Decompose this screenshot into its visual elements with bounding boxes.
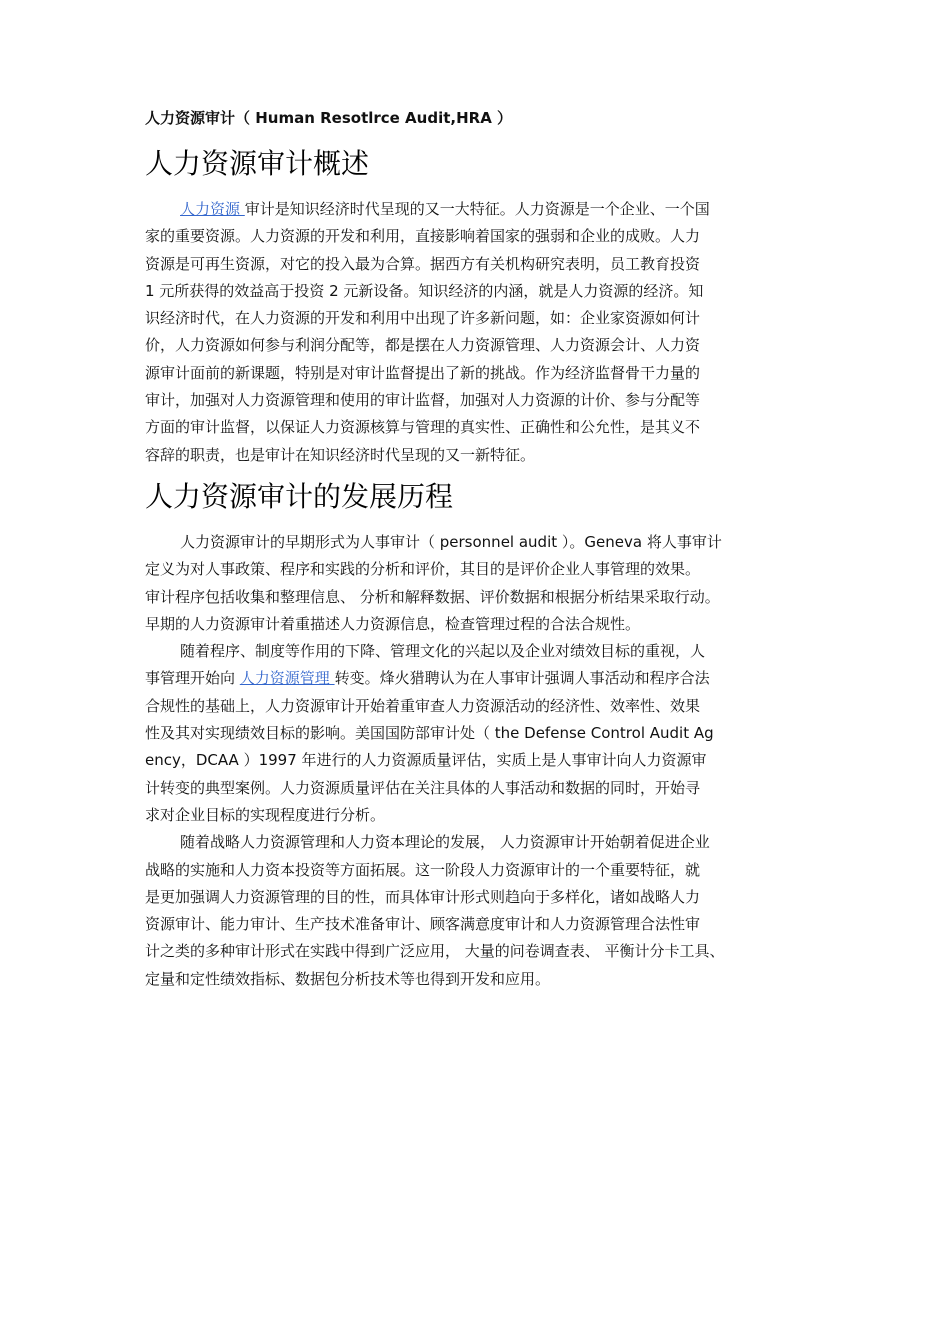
paragraph-line: 审计，加强对人力资源管理和使用的审计监督，加强对人力资源的计价、参与分配等 [145,391,701,410]
history-paragraph-3 [145,829,825,993]
section-heading-history: 人力资源审计的发展历程 [145,479,454,513]
line-text: 转变。烽火猎聘认为在人事审计强调人事活动和程序合法 [334,669,710,688]
paragraph-line: 定义为对人事政策、程序和实践的分析和评价，其目的是评价企业人事管理的效果。 [145,560,701,579]
history-paragraph-2 [145,638,825,829]
paragraph-line: 价，人力资源如何参与利润分配等，都是摆在人力资源管理、人力资源会计、人力资 [145,336,701,355]
paragraph-line: 源审计面前的新课题，特别是对审计监督提出了新的挑战。作为经济监督骨干力量的 [145,363,701,382]
paragraph-line: 合规性的基础上，人力资源审计开始着重审查人力资源活动的经济性、效率性、效果 [145,696,701,715]
section-heading-overview: 人力资源审计概述 [145,147,370,180]
paragraph-line: 战略的实施和人力资本投资等方面拓展。这一阶段人力资源审计的一个重要特征，就 [145,860,701,879]
paragraph-line: 计转变的典型案例。人力资源质量评估在关注具体的人事活动和数据的同时，开始寻 [145,778,701,797]
line-text: 事管理开始向 [145,669,240,688]
paragraph-line: 早期的人力资源审计着重描述人力资源信息，检查管理过程的合法合规性。 [145,614,641,633]
paragraph-line: 是更加强调人力资源管理的目的性，而具体审计形式则趋向于多样化，诸如战略人力 [145,887,701,906]
paragraph-line: 识经济时代，在人力资源的开发和利用中出现了许多新问题，如：企业家资源如何计 [145,309,701,328]
line-text: 审计是知识经济时代呈现的又一大特征。人力资源是一个企业、一个国 [244,200,710,218]
paragraph-line: 计之类的多种审计形式在实践中得到广泛应用， 大量的问卷调查表、 平衡计分卡工具、 [145,942,725,961]
paragraph-line: 人力资源审计的早期形式为人事审计（ personnel audit ）。Geneva 将人事审计 [180,532,722,551]
document-page [145,104,825,993]
paragraph-line [145,665,825,692]
document-title: 人力资源审计（ Human Resotlrce Audit,HRA ） [145,109,513,127]
overview-paragraph [145,196,825,469]
paragraph-line: 性及其对实现绩效目标的影响。美国国防部审计处（ the Defense Control Audit Ag [145,724,714,743]
paragraph-line: 定量和定性绩效指标、数据包分析技术等也得到开发和应用。 [145,969,551,988]
paragraph-line: 1 元所获得的效益高于投资 2 元新设备。知识经济的内涵，就是人力资源的经济。知 [145,281,704,300]
paragraph-line: 资源审计、能力审计、生产技术准备审计、顾客满意度审计和人力资源管理合法性审 [145,915,701,934]
paragraph-line [145,196,825,223]
paragraph-line: 方面的审计监督，以保证人力资源核算与管理的真实性、正确性和公允性，是其义不 [145,418,701,437]
paragraph-line: 求对企业目标的实现程度进行分析。 [145,805,386,824]
paragraph-line: 审计程序包括收集和整理信息、 分析和解释数据、评价数据和根据分析结果采取行动。 [145,587,720,606]
history-paragraph-1 [145,529,825,638]
paragraph-line: 家的重要资源。人力资源的开发和利用，直接影响着国家的强弱和企业的成败。人力 [145,227,701,246]
paragraph-line: 随着程序、制度等作用的下降、管理文化的兴起以及企业对绩效目标的重视，人 [180,642,706,661]
paragraph-line: 容辞的职责，也是审计在知识经济时代呈现的又一新特征。 [145,445,536,464]
paragraph-line: 资源是可再生资源，对它的投入最为合算。据西方有关机构研究表明，员工教育投资 [145,254,701,273]
paragraph-line: 随着战略人力资源管理和人力资本理论的发展， 人力资源审计开始朝着促进企业 [180,833,710,852]
paragraph-line: ency，DCAA ）1997 年进行的人力资源质量评估，实质上是人事审计向人力资源审 [145,751,707,770]
hr-management-link[interactable]: 人力资源管理 [239,669,335,688]
hr-link[interactable]: 人力资源 [180,200,245,218]
